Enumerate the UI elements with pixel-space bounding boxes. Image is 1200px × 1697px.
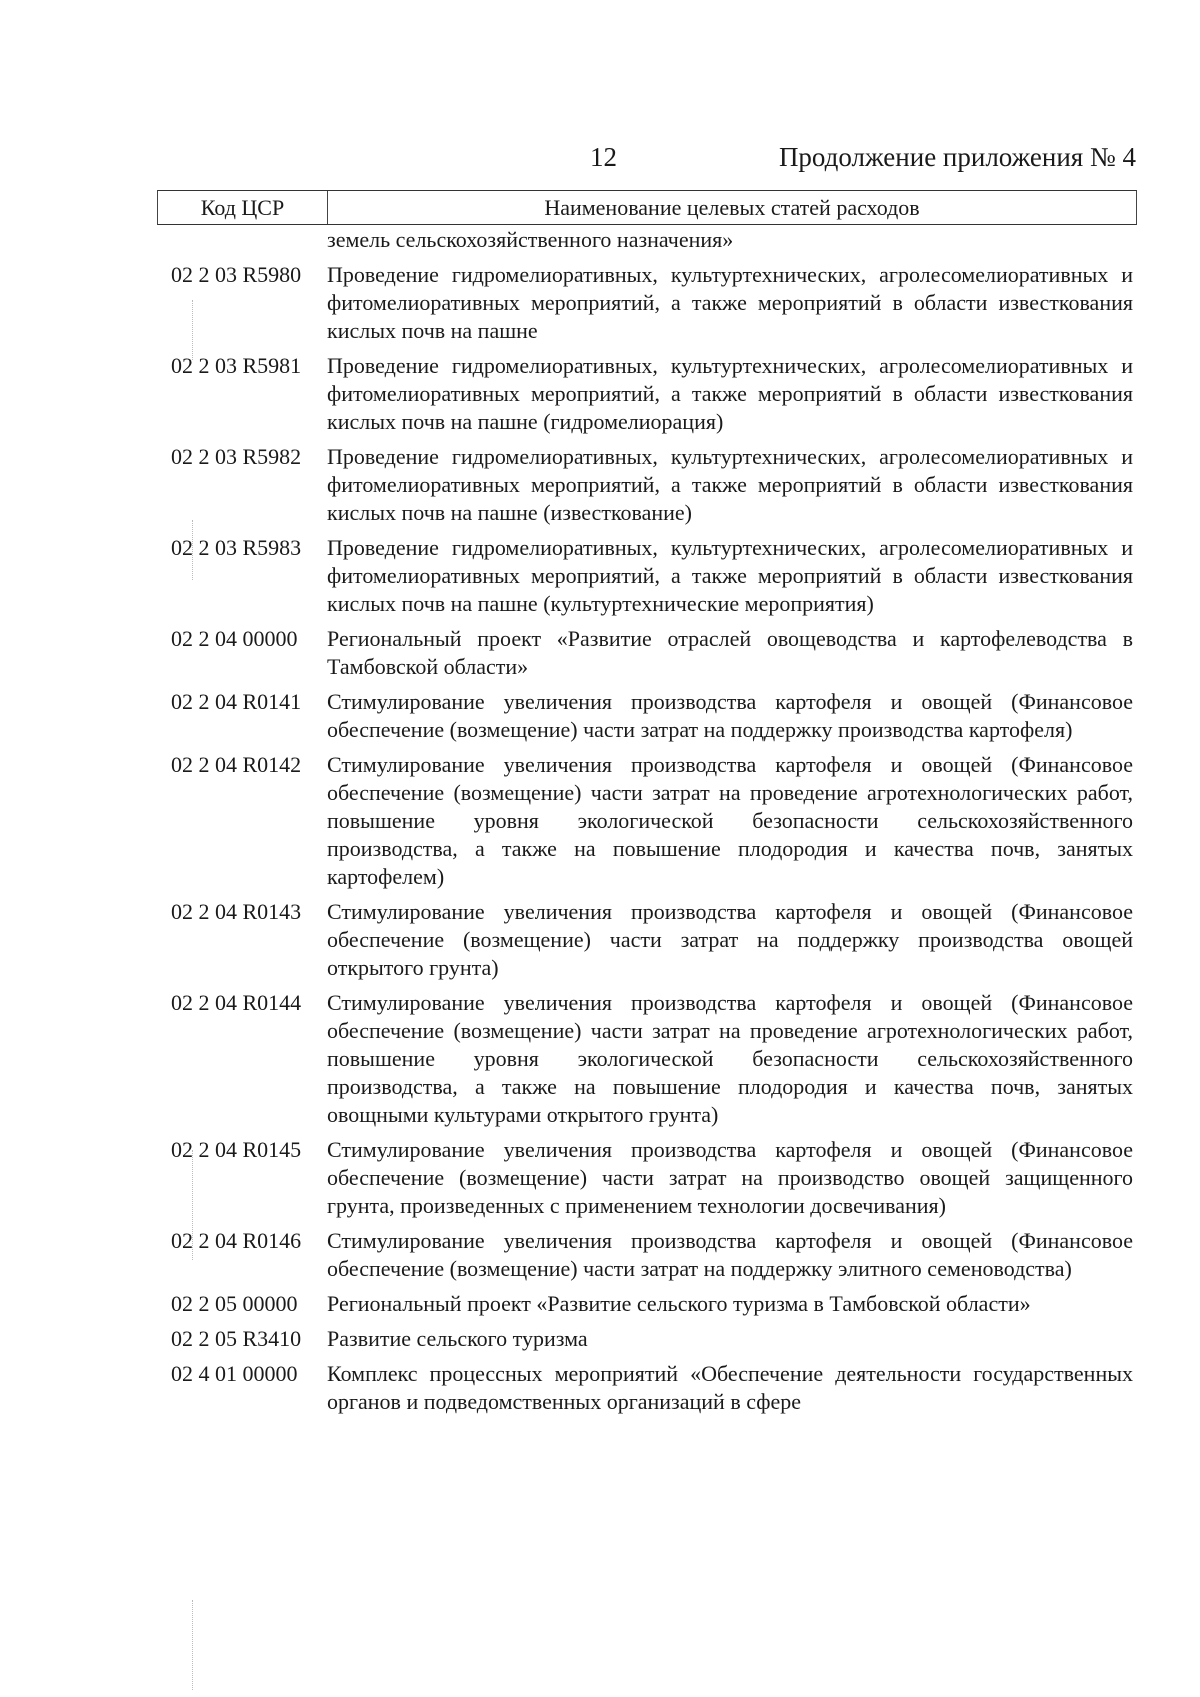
row-code: 02 2 04 R0144 <box>171 990 302 1015</box>
row-code: 02 2 04 R0143 <box>171 899 302 924</box>
row-name: Стимулирование увеличения производства картофеля и овощей (Финансовое обеспечение (возмещение) части затрат на проведение агротехнологических работ, повышение уровня экологической безопасности сельскохозяйственного производства, а также на повышение плодородия и качества почв, занятых картофелем) <box>327 752 1133 889</box>
row-code: 02 2 05 R3410 <box>171 1326 302 1351</box>
row-name: Проведение гидромелиоративных, культуртехнических, агролесомелиоративных и фитомелиоративных мероприятий, а также мероприятий в области известкования кислых почв на пашне (гидромелиорация) <box>327 353 1133 434</box>
column-header-name: Наименование целевых статей расходов <box>544 195 920 220</box>
row-code <box>157 226 327 254</box>
table-row <box>157 443 1137 527</box>
row-name: Стимулирование увеличения производства картофеля и овощей (Финансовое обеспечение (возмещение) части затрат на поддержку элитного семеноводства) <box>327 1228 1133 1281</box>
table-row <box>157 625 1137 681</box>
row-code: 02 2 04 R0142 <box>171 752 302 777</box>
row-name: Стимулирование увеличения производства картофеля и овощей (Финансовое обеспечение (возмещение) части затрат на проведение агротехнологических работ, повышение уровня экологической безопасности сельскохозяйственного производства, а также на повышение плодородия и качества почв, занятых овощными культурами открытого грунта) <box>327 990 1133 1127</box>
table-row <box>157 898 1137 982</box>
row-code: 02 4 01 00000 <box>171 1361 298 1386</box>
row-name: Региональный проект «Развитие сельского туризма в Тамбовской области» <box>327 1291 1031 1316</box>
row-code: 02 2 04 R0145 <box>171 1137 302 1162</box>
row-code: 02 2 05 00000 <box>171 1291 298 1316</box>
table-row <box>157 1325 1137 1353</box>
page-number: 12 <box>590 142 617 172</box>
row-code: 02 2 03 R5982 <box>171 444 302 469</box>
page-header <box>0 142 1200 182</box>
budget-items-table <box>157 226 1137 1423</box>
row-name: Региональный проект «Развитие отраслей овощеводства и картофелеводства в Тамбовской области» <box>327 626 1133 679</box>
appendix-continuation-title: Продолжение приложения № 4 <box>778 142 1136 172</box>
row-name: Стимулирование увеличения производства картофеля и овощей (Финансовое обеспечение (возмещение) части затрат на поддержку производства овощей открытого грунта) <box>327 899 1133 980</box>
table-row <box>157 1290 1137 1318</box>
column-header-code: Код ЦСР <box>158 191 328 224</box>
row-name: Комплекс процессных мероприятий «Обеспечение деятельности государственных органов и подведомственных организаций в сфере <box>327 1361 1133 1414</box>
table-row <box>157 688 1137 744</box>
row-name: Проведение гидромелиоративных, культуртехнических, агролесомелиоративных и фитомелиоративных мероприятий, а также мероприятий в области известкования кислых почв на пашне (известкование) <box>327 444 1133 525</box>
table-header <box>157 190 1137 225</box>
row-name: земель сельскохозяйственного назначения» <box>327 227 734 252</box>
row-code: 02 2 04 R0141 <box>171 689 302 714</box>
row-name: Проведение гидромелиоративных, культуртехнических, агролесомелиоративных и фитомелиоративных мероприятий, а также мероприятий в области известкования кислых почв на пашне <box>327 262 1133 343</box>
row-code: 02 2 04 R0146 <box>171 1228 302 1253</box>
table-row <box>157 352 1137 436</box>
row-name: Проведение гидромелиоративных, культуртехнических, агролесомелиоративных и фитомелиоративных мероприятий, а также мероприятий в области известкования кислых почв на пашне (культуртехнические мероприятия) <box>327 535 1133 616</box>
row-code: 02 2 04 00000 <box>171 626 298 651</box>
table-row <box>157 989 1137 1129</box>
table-row <box>157 226 1137 254</box>
scan-margin-mark <box>192 1600 194 1690</box>
row-code: 02 2 03 R5980 <box>171 262 302 287</box>
row-name: Развитие сельского туризма <box>327 1326 588 1351</box>
row-name: Стимулирование увеличения производства картофеля и овощей (Финансовое обеспечение (возмещение) части затрат на поддержку производства картофеля) <box>327 689 1133 742</box>
table-row <box>157 261 1137 345</box>
table-row <box>157 751 1137 891</box>
row-code: 02 2 03 R5981 <box>171 353 302 378</box>
table-row <box>157 534 1137 618</box>
table-row <box>157 1227 1137 1283</box>
table-row <box>157 1136 1137 1220</box>
row-name: Стимулирование увеличения производства картофеля и овощей (Финансовое обеспечение (возмещение) части затрат на производство овощей защищенного грунта, произведенных с применением технологии досвечивания) <box>327 1137 1133 1218</box>
row-code: 02 2 03 R5983 <box>171 535 302 560</box>
table-row <box>157 1360 1137 1416</box>
